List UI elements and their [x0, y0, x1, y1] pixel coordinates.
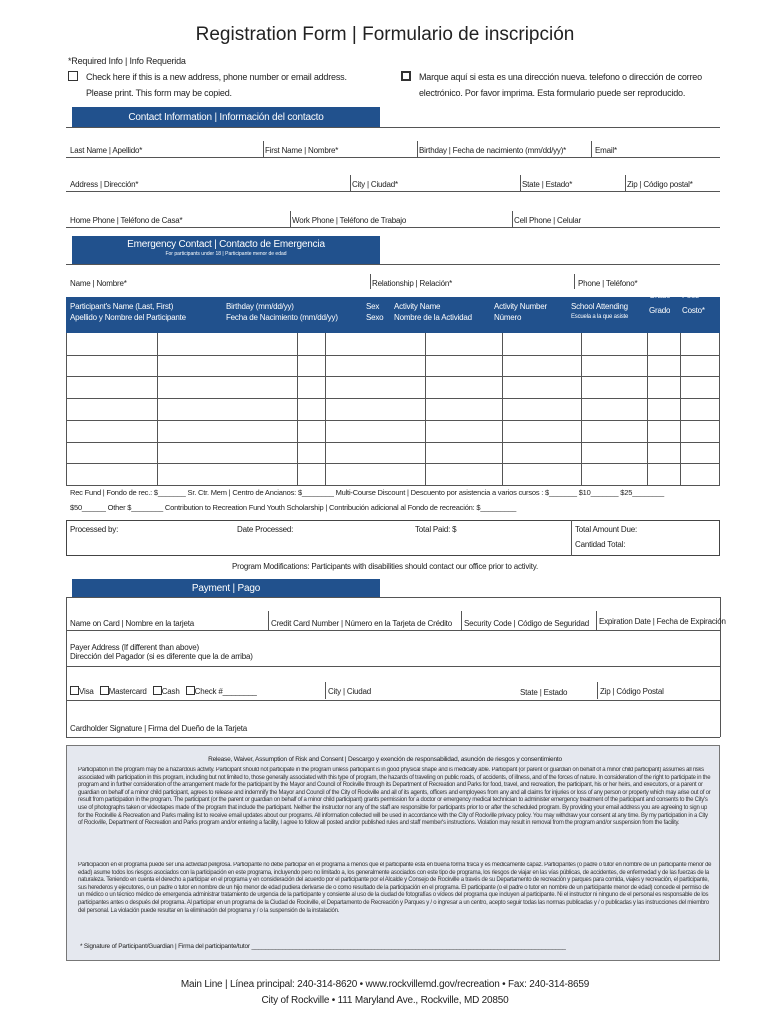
payment-section-header: Payment | Pago: [72, 579, 380, 597]
participant-signature-line: * Signature of Participant/Guardian | Firma del participante/tutor ____________________________________________________________________________________________: [80, 943, 566, 950]
th-activity-name: Activity Name Nombre de la Actividad: [394, 302, 472, 322]
emergency-header-title: Emergency Contact | Contacto de Emergencia: [127, 239, 325, 250]
contact-section-header: Contact Information | Información del contacto: [72, 107, 380, 127]
fees-line-2: $50______ Other $________ Contribution to Recreation Fund Youth Scholarship | Contribución adicional al Fondo de recreación: $_________: [70, 503, 517, 512]
release-title: Release, Waiver, Assumption of Risk and Consent | Descargo y exención de responsabilidad, asunción de riesgos y consentimiento: [208, 756, 562, 763]
emergency-header-sub: For participants under 18 | Participante menor de edad: [165, 251, 287, 257]
th-participant: Participant's Name (Last, First) Apellido y Nombre del Participante: [70, 302, 186, 322]
first-name-label: First Name | Nombre*: [265, 146, 339, 155]
cardholder-signature-label: Cardholder Signature | Firma del Dueño de la Tarjeta: [70, 724, 247, 733]
nueva-direccion-checkbox[interactable]: [401, 71, 411, 81]
mastercard-checkbox[interactable]: [100, 686, 109, 695]
processed-by-label: Processed by:: [70, 525, 119, 534]
card-number-label: Credit Card Number | Número en la Tarjeta de Crédito: [271, 619, 452, 628]
work-phone-label: Work Phone | Teléfono de Trabajo: [292, 216, 407, 225]
security-code-label: Security Code | Código de Seguridad: [464, 619, 589, 628]
cash-label: Cash: [161, 687, 180, 696]
table-column-line: [425, 333, 426, 485]
table-column-line: [157, 333, 158, 485]
payer-address-es-label: Dirección del Pagador (si es diferente que la de arriba): [70, 652, 253, 661]
check-checkbox[interactable]: [186, 686, 195, 695]
table-column-line: [581, 333, 582, 485]
last-name-label: Last Name | Apellido*: [70, 146, 143, 155]
cell-phone-label: Cell Phone | Celular: [514, 216, 582, 225]
table-column-line: [680, 333, 681, 485]
check-label: Check #________: [194, 687, 257, 696]
city-label: City | Ciudad*: [352, 180, 398, 189]
table-row-line: [67, 463, 719, 464]
footer-contact: Main Line | Línea principal: 240-314-8620 • www.rockvillemd.gov/recreation • Fax: 240-314-8659: [180, 979, 590, 990]
check-right-line-2: electrónico. Por favor imprima. Esta formulario puede ser reproducido.: [419, 88, 686, 98]
check-right-line-1: Marque aquí si esta es una dirección nueva. telefono o dirección de correo: [419, 72, 702, 82]
th-activity-number: Activity Number Número: [494, 302, 548, 322]
check-left-line-2: Please print. This form may be copied.: [86, 88, 232, 98]
home-phone-label: Home Phone | Teléfono de Casa*: [70, 216, 183, 225]
table-row-line: [67, 398, 719, 399]
table-row-line: [67, 376, 719, 377]
table-row-line: [67, 420, 719, 421]
email-label: Email*: [595, 146, 617, 155]
visa-checkbox[interactable]: [70, 686, 79, 695]
name-on-card-label: Name on Card | Nombre en la tarjeta: [70, 619, 195, 628]
footer-address: City of Rockville • 111 Maryland Ave., Rockville, MD 20850: [261, 995, 509, 1006]
expiration-label: Expiration Date | Fecha de Expiración: [599, 617, 726, 626]
mastercard-label: Mastercard: [108, 687, 147, 696]
emergency-section-header: [72, 236, 380, 264]
cantidad-total-label: Cantidad Total:: [575, 540, 626, 549]
new-address-checkbox[interactable]: [68, 71, 78, 81]
table-column-line: [647, 333, 648, 485]
th-sex: Sex Sexo: [366, 302, 384, 322]
release-english-text: Participation in the program may be a hazardous activity. Participant should not participate in the program unless participant is in good physical shape and is medically able. Participant (or parent or guardian on behalf of a minor child participant) assumes all risks associated with participation in this program, including but not limited to, those generally associated with this type of program, the hazards of traveling on public roads, of accidents, of illness, and of the forces of nature. In consideration of the right to participate in the program and in further consideration of the arrangement made for the participant by the Mayor and Council of Rockville through its Department of Recreation and Parks for food, travel, and recreation, the participant, his or her heirs, and executors, or a parent or guardian on behalf of a minor child participant, agrees to release and indemnify the Mayor and Council of the City of Rockville and all of its agents, officers and employees from any and all claims for injuries or loss of any person or property which may arise out of or result from participation in the program. The participant (or the parent or guardian on behalf of a minor child participant) grants permission for a doctor or emergency medical technician to administer emergency treatment of the participant and consents to the City's use of photographs taken or videotapes made of the program that include the participant. Neither the instructor nor any of the staff are responsible for participants prior to or after the scheduled program. By providing your email address you are agreeing to sign up for the Rockville & Recreation and Parks mailing list to receive email updates about our programs. All information collected will be used in accordance with the City of Rockville privacy policy. You may withdraw your consent at any time. By my participation in a City of Rockville, Department of Recreation and Parks program and/or entering a facility, I agree to follow all posted and/or published rules and staff member's instructions. Violation may result in removal from the program and/or suspension from the facility.: [78, 767, 711, 827]
date-processed-label: Date Processed:: [237, 525, 294, 534]
payment-state-label: State | Estado: [520, 688, 568, 697]
participant-table-body: [66, 333, 720, 485]
fees-line-1: Rec Fund | Fondo de rec.: $_______ Sr. Ctr. Mem | Centro de Ancianos: $________ Multi-Course Discount | Descuento por asistencia a varios cursos : $_______ $10_______ $25________: [70, 488, 664, 497]
table-column-line: [325, 333, 326, 485]
table-row-line: [67, 442, 719, 443]
emergency-name-label: Name | Nombre*: [70, 279, 127, 288]
relationship-label: Relationship | Relación*: [372, 279, 452, 288]
payment-method-row: [70, 686, 257, 696]
visa-label: Visa: [79, 687, 94, 696]
th-school: School Attending Escuela a la que asiste: [571, 302, 629, 320]
emergency-phone-label: Phone | Teléfono*: [578, 279, 638, 288]
release-spanish-text: Participación en el programa puede ser una actividad peligrosa. Participante no debe participar en el programa a menos que el participante está en buena forma física y es médicamente capaz. Participantes (o padre o tutor en nombre de un participante menor de edad) asume todos los riesgos asociados con la participación en este programa, incluyendo pero no limitado a, los generalmente asociados con este tipo de programa, los riesgos de viajar en las vías públicas, de accidentes, de enfermedad y de las fuerzas de la naturaleza. Teniendo en cuenta el derecho a participar en el programa y en consideración del acuerdo por el participante por el Alcalde y Consejo de Rockville a través de su Departamento de recreación y parques para comida, viajes y recreación, el participante, sus herederos y ejecutores, o un padre o tutor en nombre de un hijo menor de edad pudiera derivarse de o como resultado de la participación en el programa. El participante (o el padre o tutor en nombre de un participante menor de edad) concede el permiso de un médico o un técnico médico de emergencia administrar tratamiento de urgencia de la participante y consiente al uso de la ciudad de fotografías o vídeos del programa que incluyen al participante. Ni el instructor ni ninguno de el personal es responsable de los participantes antes o después del programa. Al participar en un programa de la Ciudad de Rockville, el Departamento de Recreación y Parques y / o ingresar a un centro, acepto seguir todas las normas publicadas y / o publicadas y las instrucciones del miembro del personal. La violación puede resultar en la eliminación del programa y / o la suspensión de la instalación.: [78, 862, 712, 914]
cash-checkbox[interactable]: [153, 686, 162, 695]
th-fees: Fees Costo*: [682, 291, 705, 315]
page-title: Registration Form | Formulario de inscripción: [195, 24, 575, 45]
address-label: Address | Dirección*: [70, 180, 139, 189]
payment-city-label: City | Ciudad: [328, 687, 372, 696]
table-column-line: [297, 333, 298, 485]
table-column-line: [502, 333, 503, 485]
total-due-label: Total Amount Due:: [575, 525, 637, 534]
required-info-note: *Required Info | Info Requerida: [68, 56, 186, 66]
birthday-label: Birthday | Fecha de nacimiento (mm/dd/yy)*: [419, 146, 567, 155]
payer-address-label: Payer Address (If different than above): [70, 643, 200, 652]
check-left-line-1: Check here if this is a new address, phone number or email address.: [86, 72, 347, 82]
total-paid-label: Total Paid: $: [415, 525, 457, 534]
state-label: State | Estado*: [522, 180, 573, 189]
th-birthday: Birthday (mm/dd/yy) Fecha de Nacimiento (mm/dd/yy): [226, 302, 338, 322]
zip-label: Zip | Código postal*: [627, 180, 693, 189]
th-grade: Grade Grado: [649, 291, 671, 315]
program-modifications-note: Program Modifications: Participants with disabilities should contact our office prior to activity.: [231, 562, 539, 571]
table-row-line: [67, 355, 719, 356]
payment-zip-label: Zip | Código Postal: [600, 687, 664, 696]
